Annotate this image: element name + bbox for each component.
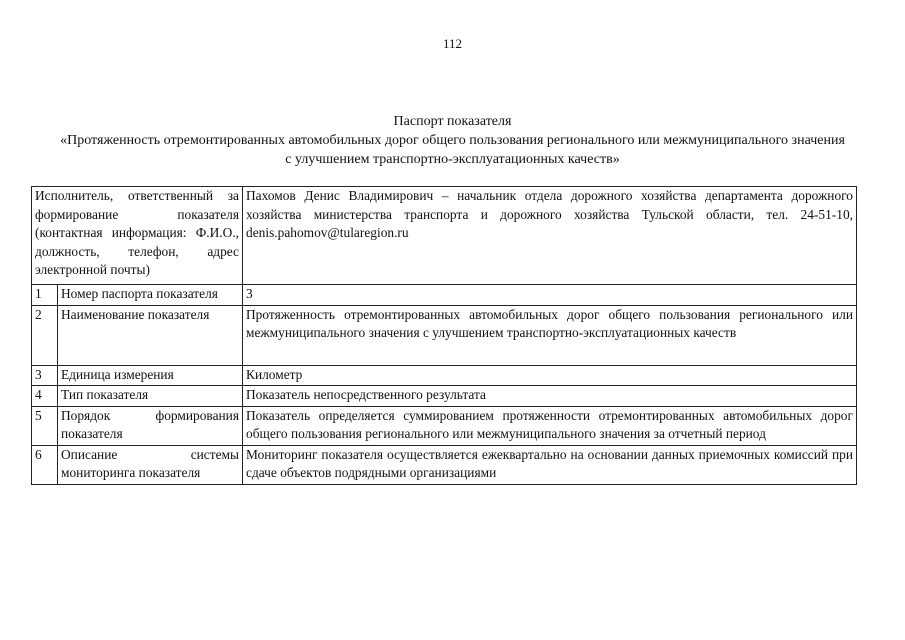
- document-title: Паспорт показателя: [393, 114, 512, 129]
- row-value: Протяженность отремонтированных автомобильных дорог общего пользования регионального или межмуниципального значения с улучшением транспортно-эксплуатационных качеств: [243, 305, 857, 365]
- document-header: [20, 112, 885, 169]
- passport-table: [31, 186, 857, 485]
- row-name: Порядок формирования показателя: [58, 406, 243, 445]
- table-row: [32, 285, 857, 306]
- row-name: Описание системы мониторинга показателя: [58, 445, 243, 484]
- row-value: Километр: [243, 365, 857, 386]
- row-name: Единица измерения: [58, 365, 243, 386]
- row-number: 6: [32, 445, 58, 484]
- row-number: 4: [32, 386, 58, 407]
- row-number: 3: [32, 365, 58, 386]
- document-subtitle-line-1: «Протяженность отремонтированных автомобильных дорог общего пользования регионального или межмуниципального значения: [60, 133, 845, 148]
- row-name: Номер паспорта показателя: [58, 285, 243, 306]
- row-number: 2: [32, 305, 58, 365]
- table-row: [32, 305, 857, 365]
- row-value: 3: [243, 285, 857, 306]
- row-value: Показатель определяется суммированием протяженности отремонтированных автомобильных дорог общего пользования регионального или межмуниципального значения за отчетный период: [243, 406, 857, 445]
- row-value: Мониторинг показателя осуществляется ежеквартально на основании данных приемочных комиссий при сдаче объектов подрядными организациями: [243, 445, 857, 484]
- table-row: [32, 406, 857, 445]
- document-subtitle-line-2: с улучшением транспортно-эксплуатационных качеств»: [285, 152, 620, 167]
- table-row: [32, 365, 857, 386]
- row-name: Наименование показателя: [58, 305, 243, 365]
- row-number: 5: [32, 406, 58, 445]
- row-value: Показатель непосредственного результата: [243, 386, 857, 407]
- page-number: 112: [442, 36, 463, 51]
- row-number: 1: [32, 285, 58, 306]
- table-row: [32, 445, 857, 484]
- table-row-executor: [32, 187, 857, 285]
- executor-value: Пахомов Денис Владимирович – начальник отдела дорожного хозяйства департамента дорожного хозяйства министерства транспорта и дорожного хозяйства Тульской области, тел. 24-51-10, denis.pahomov@tularegion.ru: [243, 187, 857, 285]
- table-row: [32, 386, 857, 407]
- row-name: Тип показателя: [58, 386, 243, 407]
- executor-label: Исполнитель, ответственный за формирование показателя (контактная информация: Ф.И.О., должность, телефон, адрес электронной почты): [32, 187, 243, 285]
